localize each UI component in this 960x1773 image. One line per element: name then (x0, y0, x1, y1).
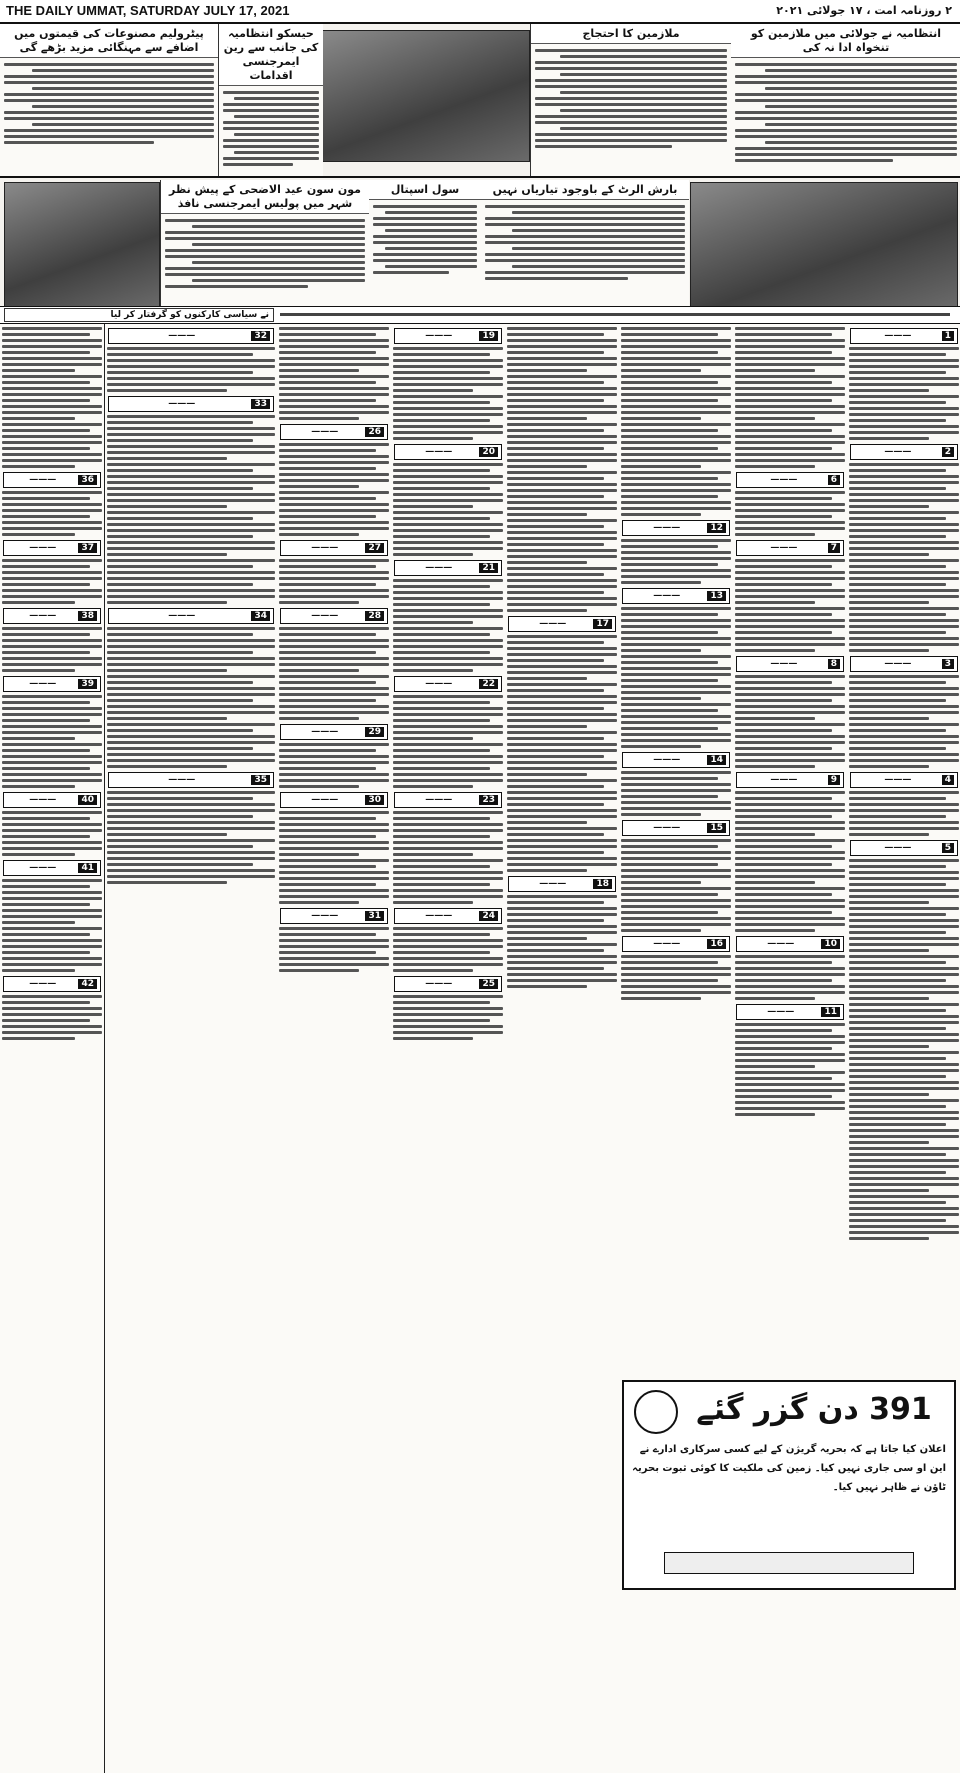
news-box: 27 ——— (280, 540, 388, 556)
caption: نے سیاسی کارکنوں کو گرفتار کر لیا (4, 308, 274, 322)
news-box: 20 ——— (394, 444, 502, 460)
days-counter-title: 391 دن گزر گئے (696, 1392, 932, 1427)
column-8 (0, 324, 104, 1773)
news-box: 40 ——— (3, 792, 101, 808)
news-box: 10 ——— (736, 936, 844, 952)
news-box: 15 ——— (622, 820, 730, 836)
caption-strip (0, 306, 960, 324)
news-box: 21 ——— (394, 560, 502, 576)
seal-icon (634, 1390, 678, 1434)
days-counter-box (622, 1380, 956, 1590)
headline: سول اسپتال (369, 180, 481, 200)
news-box: 32 ——— (108, 328, 274, 344)
news-box: 33 ——— (108, 396, 274, 412)
news-box: 8 ——— (736, 656, 844, 672)
news-box: 24 ——— (394, 908, 502, 924)
news-box: 30 ——— (280, 792, 388, 808)
news-box: 42 ——— (3, 976, 101, 992)
days-counter-banner (664, 1552, 914, 1574)
days-counter-body: اعلان کیا جاتا ہے کہ بحریہ گریژن کے لیے کسی سرکاری ادارے نے این او سی جاری نہیں کیا۔ زمین کی ملکیت کا کوئی ثبوت بحریہ ٹاؤن نے ظاہر نہیں کیا۔ (632, 1444, 946, 1493)
headline: انتظامیہ نے جولائی میں ملازمین کو تنخواہ ادا نہ کی (731, 24, 960, 58)
news-box: 29 ——— (280, 724, 388, 740)
news-box: 23 ——— (394, 792, 502, 808)
headline: حیسکو انتظامیہ کی جانب سے رین ایمرجنسی اقدامات (219, 24, 323, 86)
news-box: 18 ——— (508, 876, 616, 892)
news-box: 26 ——— (280, 424, 388, 440)
news-box: 12 ——— (622, 520, 730, 536)
news-box: 7 ——— (736, 540, 844, 556)
second-story-1 (480, 180, 689, 308)
news-columns (0, 324, 960, 1773)
top-story-3 (218, 24, 323, 176)
news-box: 17 ——— (508, 616, 616, 632)
top-story-2 (530, 24, 731, 176)
masthead (0, 0, 960, 24)
news-box: 4 ——— (850, 772, 958, 788)
headline: پیٹرولیم مصنوعات کی قیمتوں میں اضافے سے مہنگائی مزید بڑھے گی (0, 24, 218, 58)
column-5 (390, 324, 505, 1773)
headline: ملازمین کا احتجاج (531, 24, 731, 44)
top-story-4 (0, 24, 218, 176)
news-photo-protest (690, 182, 958, 308)
news-box: 14 ——— (622, 752, 730, 768)
top-story-1 (730, 24, 960, 176)
news-box: 22 ——— (394, 676, 502, 692)
column-4 (504, 324, 619, 1773)
news-box: 39 ——— (3, 676, 101, 692)
news-box: 36 ——— (3, 472, 101, 488)
masthead-english: THE DAILY UMMAT, SATURDAY JULY 17, 2021 (6, 3, 290, 18)
news-box: 5 ——— (850, 840, 958, 856)
news-box: 37 ——— (3, 540, 101, 556)
column-7 (104, 324, 277, 1773)
news-box: 34 ——— (108, 608, 274, 624)
column-6 (276, 324, 391, 1773)
news-box: 9 ——— (736, 772, 844, 788)
news-box: 19 ——— (394, 328, 502, 344)
news-box: 6 ——— (736, 472, 844, 488)
news-box: 13 ——— (622, 588, 730, 604)
top-stories (0, 24, 960, 176)
news-box: 28 ——— (280, 608, 388, 624)
headline: بارش الرٹ کے باوجود تیاریاں نہیں (481, 180, 689, 200)
news-box: 16 ——— (622, 936, 730, 952)
second-story-3 (160, 180, 369, 308)
news-box: 1 ——— (850, 328, 958, 344)
masthead-urdu: ۲ روزنامہ امت ، ۱۷ جولائی ۲۰۲۱ (776, 4, 952, 17)
news-photo-cattle-market (4, 182, 160, 308)
news-box: 41 ——— (3, 860, 101, 876)
news-box: 35 ——— (108, 772, 274, 788)
news-box: 3 ——— (850, 656, 958, 672)
news-box: 31 ——— (280, 908, 388, 924)
news-box: 11 ——— (736, 1004, 844, 1020)
news-box: 2 ——— (850, 444, 958, 460)
second-row (0, 176, 960, 326)
second-story-2 (368, 180, 481, 308)
news-box: 25 ——— (394, 976, 502, 992)
headline: مون سون عید الاضحی کے پیش نظر شہر میں پولیس ایمرجنسی نافذ (161, 180, 369, 214)
news-box: 38 ——— (3, 608, 101, 624)
news-photo-press-conference (322, 30, 530, 162)
